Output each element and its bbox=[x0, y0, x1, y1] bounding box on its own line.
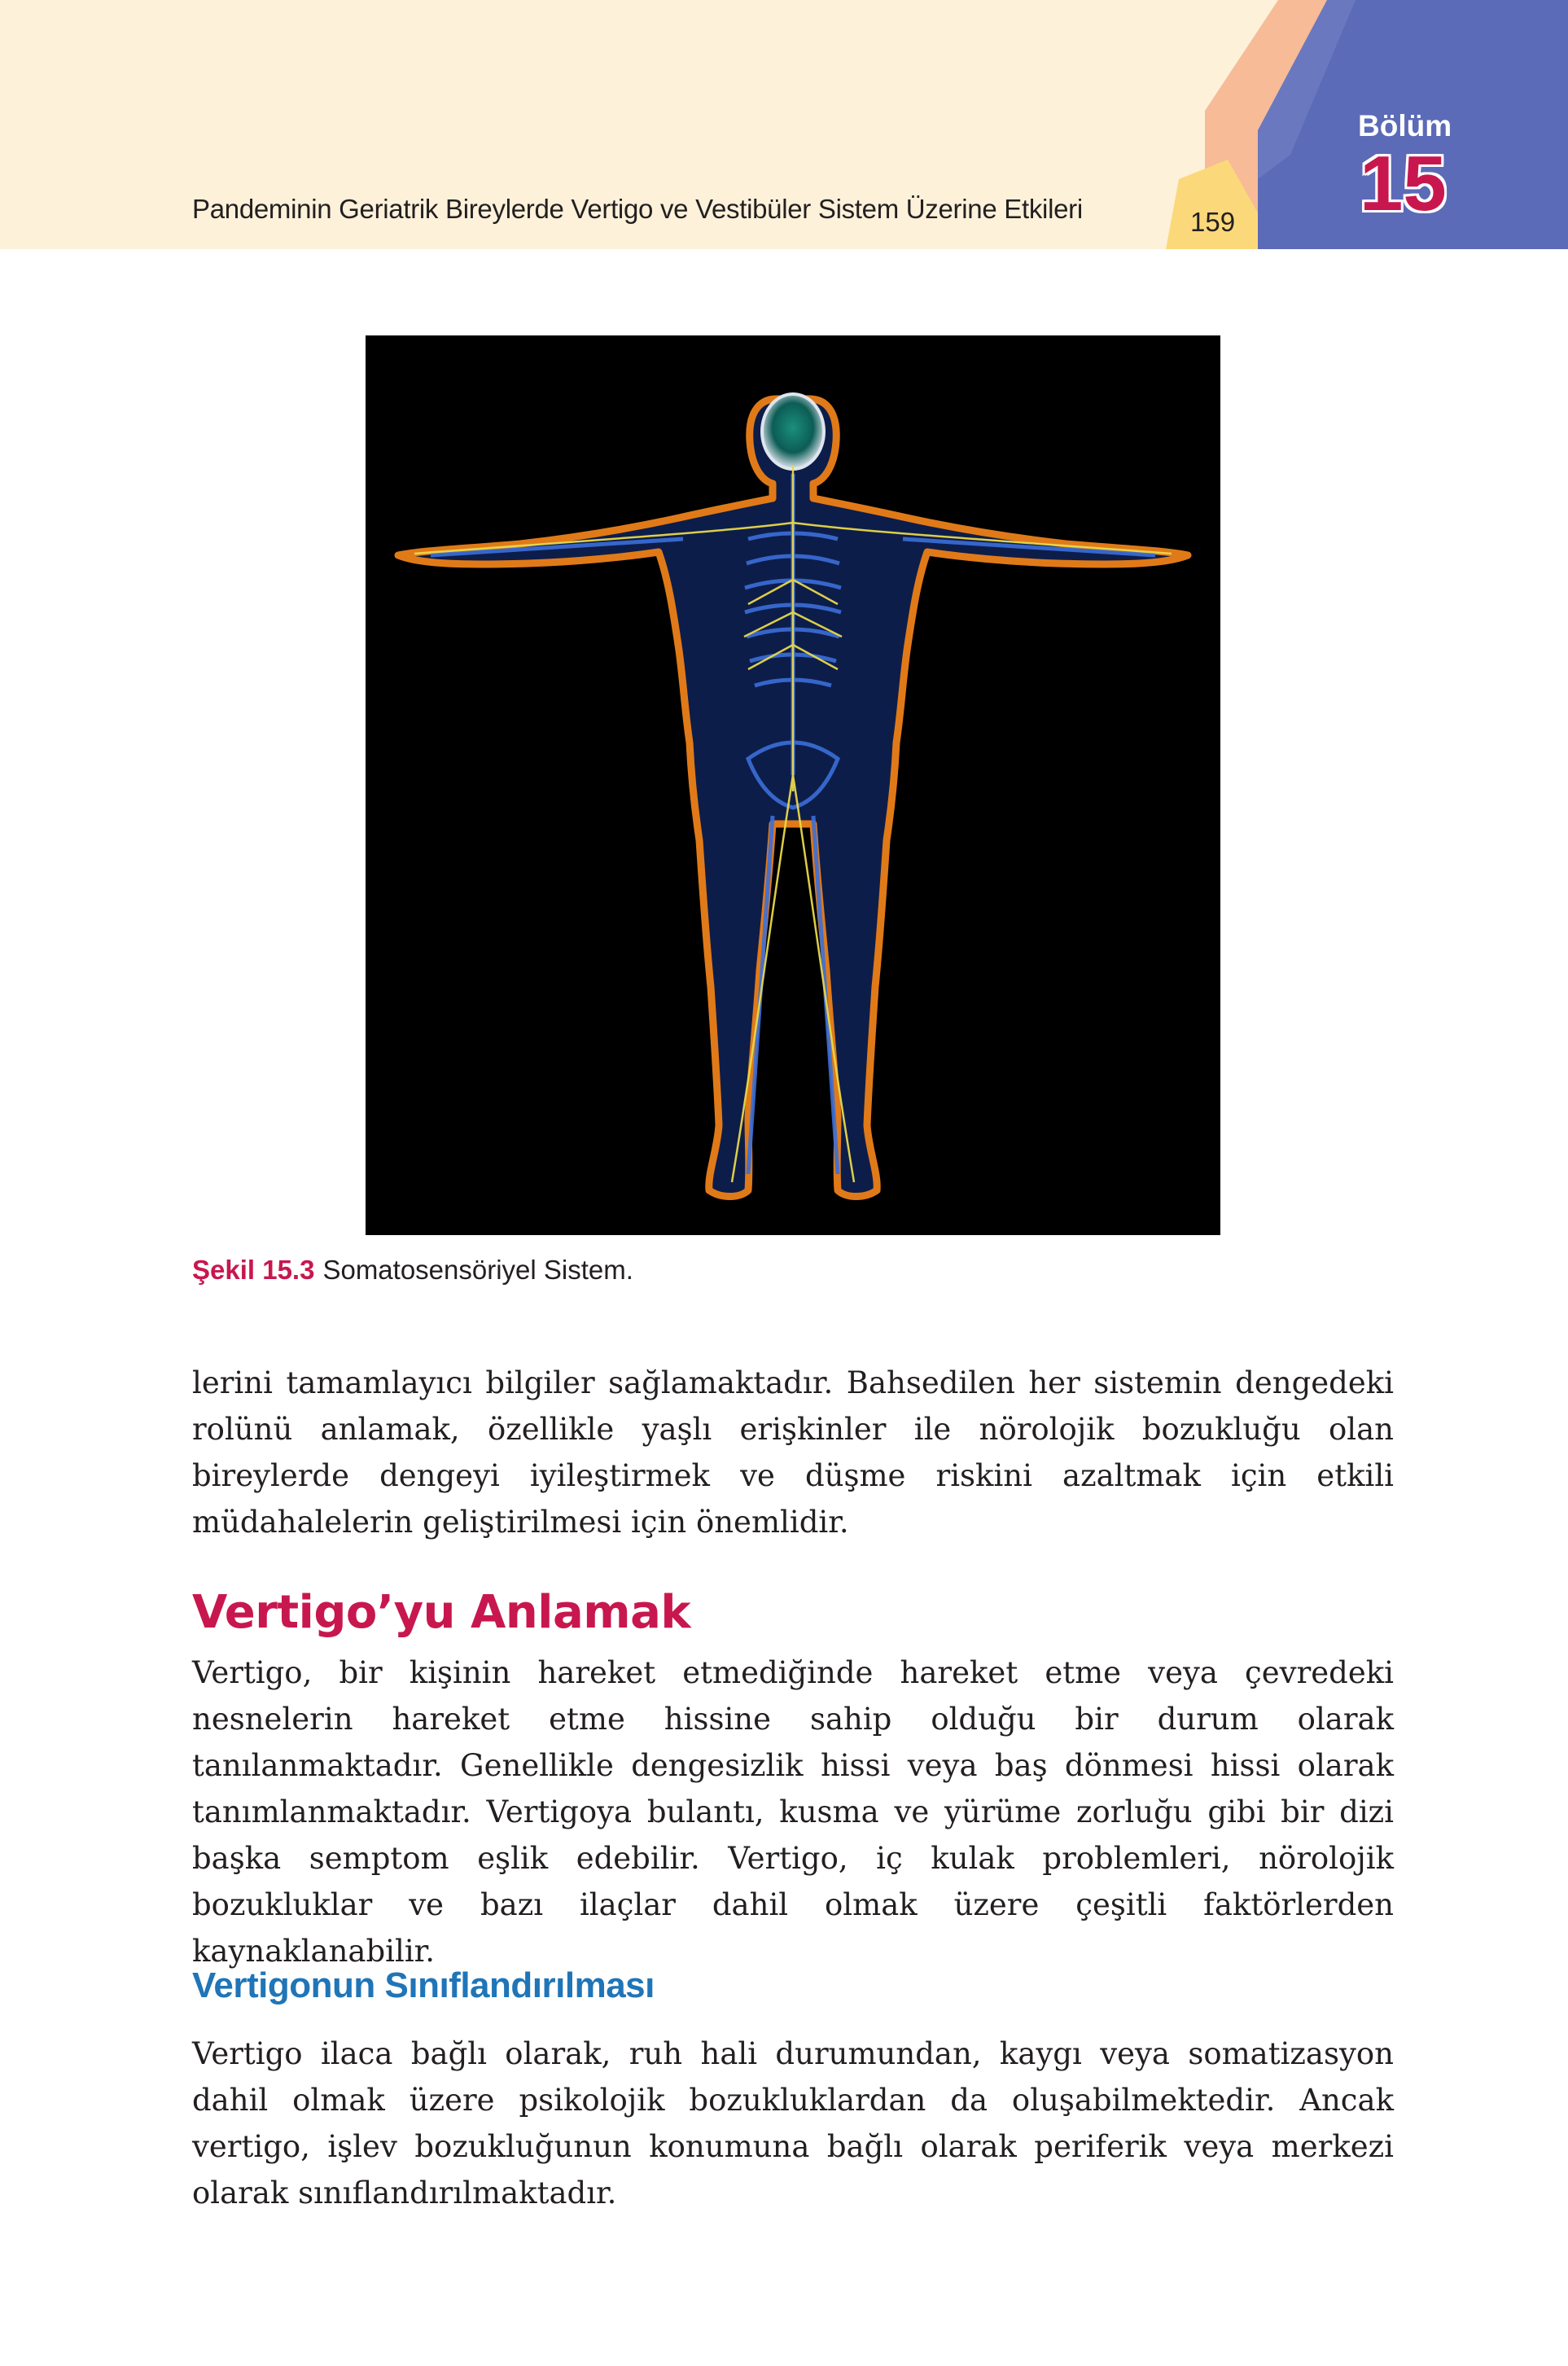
figure-image bbox=[366, 335, 1220, 1235]
figure-caption-label: Şekil 15.3 bbox=[192, 1255, 315, 1285]
section-heading: Vertigo’yu Anlamak bbox=[192, 1586, 691, 1639]
chapter-number: 15 bbox=[1360, 140, 1447, 227]
head-brain bbox=[762, 394, 824, 469]
body-paragraph-1: lerini tamamlayıcı bilgiler sağlamaktadır. Bahsedilen her sistemin dengedeki rolünü anlamak, özellikle yaşlı erişkinler ile nörolojik bozukluğu olan bireylerde dengeyi iyileştirmek ve düşme riskini azaltmak için etkili müdahalelerin geliştirilmesi için önemlidir. bbox=[192, 1365, 1394, 1540]
chapter-label: Bölüm bbox=[1358, 109, 1452, 142]
body-paragraph-2: Vertigo, bir kişinin hareket etmediğinde hareket etme veya çevredeki nesnelerin hareket etme hissine sahip olduğu bir durum olarak tanılanmaktadır. Genellikle dengesizlik hissi veya baş dönmesi hissi olarak tanımlanmaktadır. Vertigoya bulantı, kusma ve yürüme zorluğu gibi bir dizi başka semptom eşlik edebilir. Vertigo, iç kulak problemleri, nörolojik bozukluklar ve bazı ilaçlar dahil olmak üzere çeşitli faktörlerden kaynaklanabilir. bbox=[192, 1655, 1394, 1969]
section-subheading: Vertigonun Sınıflandırılması bbox=[192, 1965, 655, 2005]
figure-caption-text: Somatosensöriyel Sistem. bbox=[322, 1255, 633, 1285]
running-head: Pandeminin Geriatrik Bireylerde Vertigo ve Vestibüler Sistem Üzerine Etkileri bbox=[192, 194, 1083, 224]
body-paragraph-3: Vertigo ilaca bağlı olarak, ruh hali durumundan, kaygı veya somatizasyon dahil olmak üzere psikolojik bozukluklardan da oluşabilmektedir. Ancak vertigo, işlev bozukluğunun konumuna bağlı olarak periferik veya merkezi olarak sınıflandırılmaktadır. bbox=[192, 2036, 1394, 2210]
figure-caption bbox=[192, 1255, 633, 1286]
page-number: 159 bbox=[1190, 207, 1236, 237]
somatosensory-body-illustration bbox=[366, 335, 1220, 1235]
